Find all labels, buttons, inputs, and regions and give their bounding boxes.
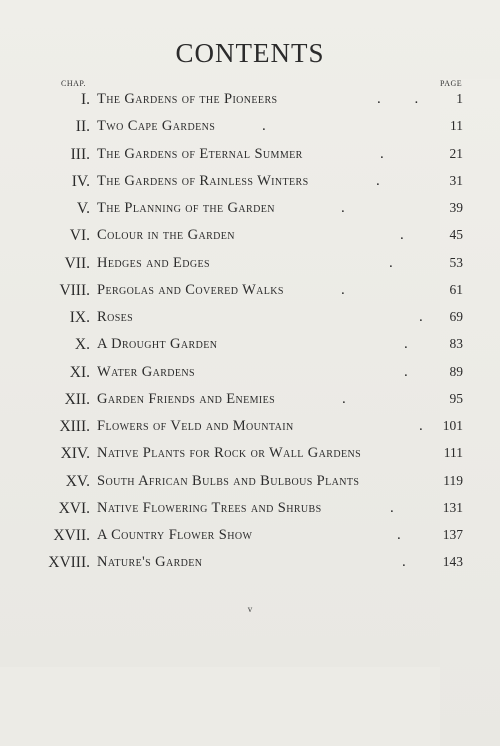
dot-leader: . xyxy=(262,118,266,135)
chapter-number: XIII. xyxy=(59,418,90,435)
page-number: 131 xyxy=(442,499,463,515)
toc-entry xyxy=(0,554,500,580)
dot-leader: . xyxy=(419,418,423,434)
chapter-title: Water Gardens xyxy=(97,363,195,380)
chapter-number: VIII. xyxy=(59,281,90,299)
toc-entry xyxy=(0,200,500,226)
chapter-title: South African Bulbs and Bulbous Plants xyxy=(97,472,360,489)
dot-leader: . . xyxy=(377,91,419,107)
toc-entry xyxy=(0,473,500,499)
chapter-title: Flowers of Veld and Mountain xyxy=(97,418,294,434)
page-number: 39 xyxy=(449,200,463,215)
toc-entry xyxy=(0,91,500,117)
chapter-number: VII. xyxy=(64,254,90,272)
page-number: 69 xyxy=(449,309,463,324)
chapter-number: IV. xyxy=(71,172,90,190)
page-number: 101 xyxy=(442,418,463,433)
chapter-title: Two Cape Gardens xyxy=(97,118,216,135)
chapter-title: Native Plants for Rock or Wall Gardens xyxy=(97,445,362,462)
toc-entry xyxy=(0,445,500,471)
chapter-title: The Gardens of Eternal Summer xyxy=(97,145,303,162)
page-number: 21 xyxy=(449,145,463,161)
chapter-title: Roses xyxy=(97,309,134,325)
page-title: CONTENTS xyxy=(175,38,325,68)
dot-leader: . xyxy=(389,254,393,271)
chapter-number: II. xyxy=(75,118,90,136)
page-number: 143 xyxy=(442,554,463,570)
toc-entry xyxy=(0,527,500,553)
page-column-header: PAGE xyxy=(440,79,500,746)
chapter-title: Pergolas and Covered Walks xyxy=(97,281,284,298)
dot-leader: . xyxy=(342,390,346,407)
chapter-title: A Drought Garden xyxy=(97,336,218,353)
chapter-number: XI. xyxy=(69,363,90,381)
chapter-title: The Planning of the Garden xyxy=(97,200,275,216)
chapter-number: V. xyxy=(76,200,90,217)
page-number: 137 xyxy=(442,527,463,542)
chapter-title: A Country Flower Show xyxy=(97,527,253,543)
chapter-number: IX. xyxy=(69,309,90,326)
dot-leader: . xyxy=(380,145,384,162)
chapter-number: X. xyxy=(74,336,90,354)
chapter-number: XII. xyxy=(64,390,90,408)
chapter-number: XVIII. xyxy=(48,554,90,572)
dot-leader: . xyxy=(402,554,406,571)
chapter-number: XIV. xyxy=(60,445,90,463)
dot-leader: . xyxy=(341,200,345,216)
toc-entry xyxy=(0,500,500,526)
chapter-title: Garden Friends and Enemies xyxy=(97,390,276,407)
dot-leader: . xyxy=(390,499,394,516)
page-number: 11 xyxy=(450,118,463,134)
page-number: 1 xyxy=(456,91,463,106)
chapter-title: The Gardens of Rainless Winters xyxy=(97,172,309,189)
dot-leader: . xyxy=(400,227,404,244)
dot-leader: . xyxy=(419,309,423,325)
chapter-column-header: CHAP. xyxy=(61,79,86,88)
chapter-number: III. xyxy=(70,145,90,163)
toc-entry xyxy=(0,336,500,362)
toc-entry xyxy=(0,146,500,172)
dot-leader: . xyxy=(376,172,380,189)
chapter-title: Hedges and Edges xyxy=(97,254,210,271)
chapter-title: The Gardens of the Pioneers xyxy=(97,91,278,107)
dot-leader: . xyxy=(397,527,401,543)
toc-entry xyxy=(0,255,500,281)
dot-leader: . xyxy=(404,336,408,353)
page-number: 83 xyxy=(449,336,463,352)
toc-entry xyxy=(0,364,500,390)
chapter-title: Nature's Garden xyxy=(97,554,203,571)
page-number: 53 xyxy=(449,254,463,270)
chapter-number: XV. xyxy=(65,472,90,490)
toc-entry xyxy=(0,118,500,144)
page-number: 89 xyxy=(449,363,463,379)
chapter-title: Native Flowering Trees and Shrubs xyxy=(97,499,322,516)
toc-entry xyxy=(0,282,500,308)
page-number: 31 xyxy=(449,172,463,188)
toc-entry xyxy=(0,173,500,199)
page-number: 111 xyxy=(443,445,463,461)
chapter-number: I. xyxy=(80,91,90,108)
chapter-number: VI. xyxy=(69,227,90,245)
page-folio: v xyxy=(247,604,253,614)
chapter-number: XVII. xyxy=(53,527,90,544)
page-number: 95 xyxy=(449,390,463,406)
page-number: 119 xyxy=(443,472,463,488)
dot-leader: . xyxy=(404,363,408,380)
chapter-title: Colour in the Garden xyxy=(97,227,235,244)
toc-entry xyxy=(0,391,500,417)
toc-entry xyxy=(0,418,500,444)
toc-entry xyxy=(0,227,500,253)
dot-leader: . xyxy=(341,281,345,298)
page-number: 61 xyxy=(449,281,463,297)
toc-entry xyxy=(0,309,500,335)
page-number: 45 xyxy=(449,227,463,243)
chapter-number: XVI. xyxy=(58,499,90,517)
